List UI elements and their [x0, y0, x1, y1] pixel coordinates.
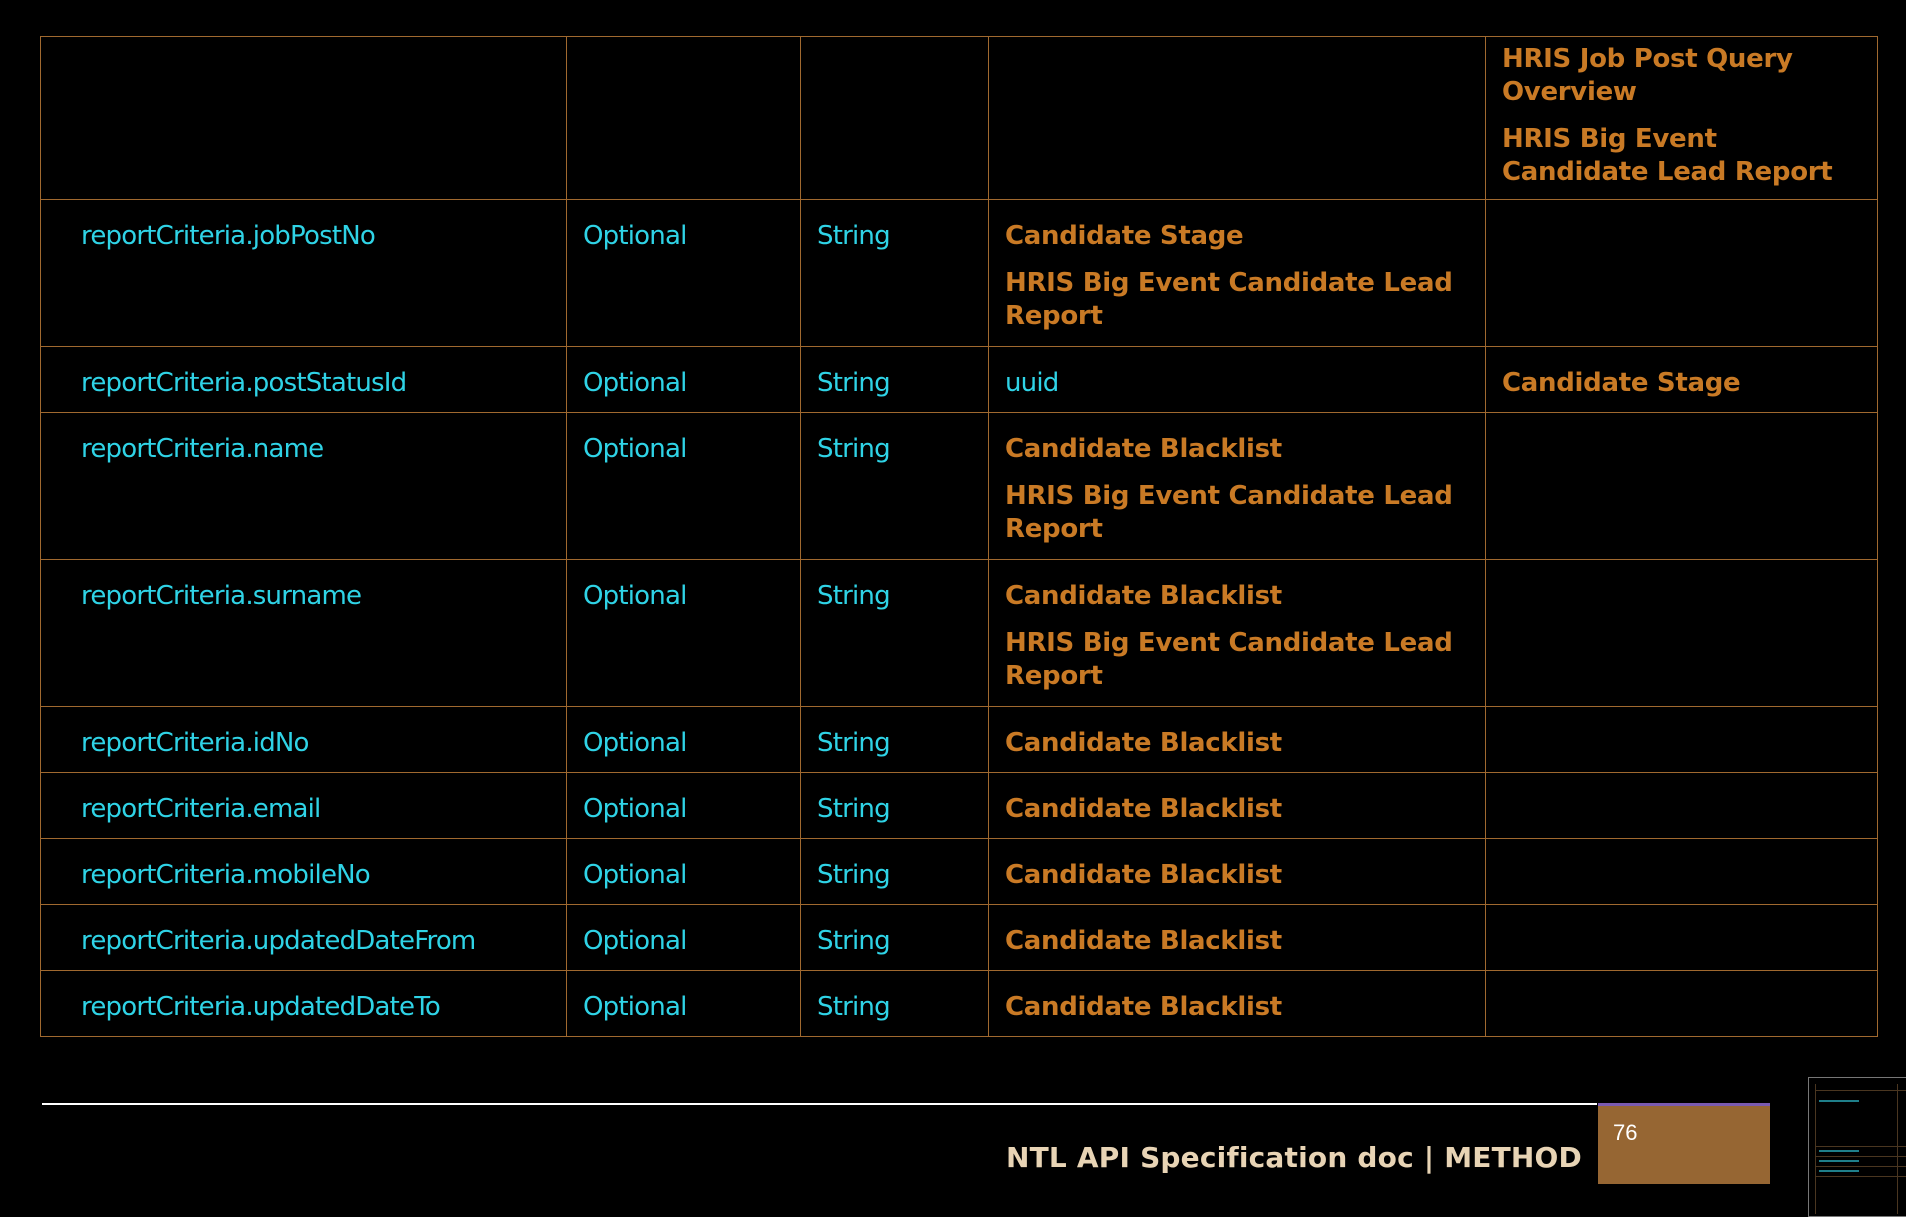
type-cell: String [801, 413, 989, 560]
table-row [41, 905, 1878, 971]
report-link[interactable]: Candidate Stage [1005, 221, 1244, 251]
extra-cell [1486, 773, 1878, 839]
type-cell: String [801, 905, 989, 971]
notes-cell [989, 839, 1486, 905]
thumbnail-grid-line [1815, 1090, 1906, 1091]
param-cell: reportCriteria.name [41, 413, 567, 560]
param-cell: reportCriteria.mobileNo [41, 839, 567, 905]
type-cell: String [801, 773, 989, 839]
required-cell: Optional [567, 971, 801, 1037]
type-cell: String [801, 707, 989, 773]
extra-cell [1486, 707, 1878, 773]
extra-cell [1486, 413, 1878, 560]
param-cell: reportCriteria.surname [41, 560, 567, 707]
table-row [41, 37, 1878, 200]
param-cell [41, 37, 567, 200]
thumbnail-grid-line [1815, 1176, 1906, 1177]
notes-cell [989, 905, 1486, 971]
table-row [41, 413, 1878, 560]
thumbnail-text [1819, 1160, 1859, 1162]
extra-cell [1486, 347, 1878, 413]
notes-cell [989, 413, 1486, 560]
type-cell: String [801, 347, 989, 413]
type-cell: String [801, 971, 989, 1037]
thumbnail-text [1819, 1170, 1859, 1172]
table-row [41, 839, 1878, 905]
type-cell: String [801, 200, 989, 347]
thumbnail-text [1819, 1150, 1859, 1152]
report-link[interactable]: Candidate Blacklist [1005, 992, 1282, 1022]
footer-title: NTL API Specification doc | METHOD [1005, 1141, 1582, 1174]
report-link[interactable]: HRIS Big Event Candidate Lead Report [1005, 481, 1453, 544]
report-link[interactable]: Candidate Blacklist [1005, 728, 1282, 758]
extra-cell [1486, 905, 1878, 971]
param-cell: reportCriteria.idNo [41, 707, 567, 773]
notes-cell [989, 971, 1486, 1037]
param-cell: reportCriteria.postStatusId [41, 347, 567, 413]
required-cell: Optional [567, 839, 801, 905]
table-row [41, 200, 1878, 347]
notes-cell [989, 37, 1486, 200]
parameter-table [40, 36, 1878, 1037]
thumbnail-grid-line [1897, 1084, 1898, 1214]
notes-cell [989, 560, 1486, 707]
type-cell [801, 37, 989, 200]
table-row [41, 971, 1878, 1037]
report-link[interactable]: Candidate Stage [1502, 368, 1741, 398]
extra-cell [1486, 560, 1878, 707]
table-row [41, 347, 1878, 413]
thumbnail-grid-line [1815, 1084, 1816, 1214]
required-cell: Optional [567, 560, 801, 707]
required-cell [567, 37, 801, 200]
type-cell: String [801, 560, 989, 707]
notes-cell: uuid [989, 347, 1486, 413]
required-cell: Optional [567, 905, 801, 971]
report-link[interactable]: Candidate Blacklist [1005, 581, 1282, 611]
param-cell: reportCriteria.email [41, 773, 567, 839]
required-cell: Optional [567, 347, 801, 413]
required-cell: Optional [567, 773, 801, 839]
report-link[interactable]: Candidate Blacklist [1005, 926, 1282, 956]
report-link[interactable]: HRIS Big Event Candidate Lead Report [1502, 124, 1833, 187]
param-cell: reportCriteria.updatedDateTo [41, 971, 567, 1037]
thumbnail-grid-line [1815, 1166, 1906, 1167]
notes-cell [989, 773, 1486, 839]
extra-cell [1486, 971, 1878, 1037]
table-row [41, 560, 1878, 707]
report-link[interactable]: Candidate Blacklist [1005, 434, 1282, 464]
required-cell: Optional [567, 200, 801, 347]
report-link[interactable]: HRIS Job Post Query Overview [1502, 44, 1793, 107]
notes-cell [989, 707, 1486, 773]
extra-cell [1486, 839, 1878, 905]
thumbnail-grid-line [1815, 1146, 1906, 1147]
extra-cell [1486, 37, 1878, 200]
notes-cell [989, 200, 1486, 347]
param-cell: reportCriteria.updatedDateFrom [41, 905, 567, 971]
type-cell: String [801, 839, 989, 905]
extra-cell [1486, 200, 1878, 347]
page-thumbnail[interactable] [1808, 1077, 1906, 1217]
page-number: 76 [1613, 1120, 1638, 1145]
required-cell: Optional [567, 707, 801, 773]
table-row [41, 707, 1878, 773]
thumbnail-grid-line [1815, 1156, 1906, 1157]
report-link[interactable]: HRIS Big Event Candidate Lead Report [1005, 268, 1453, 331]
report-link[interactable]: HRIS Big Event Candidate Lead Report [1005, 628, 1453, 691]
table-row [41, 773, 1878, 839]
required-cell: Optional [567, 413, 801, 560]
page-number-box [1598, 1103, 1770, 1184]
report-link[interactable]: Candidate Blacklist [1005, 860, 1282, 890]
report-link[interactable]: Candidate Blacklist [1005, 794, 1282, 824]
param-cell: reportCriteria.jobPostNo [41, 200, 567, 347]
footer-divider [42, 1103, 1597, 1105]
thumbnail-text [1819, 1100, 1859, 1102]
